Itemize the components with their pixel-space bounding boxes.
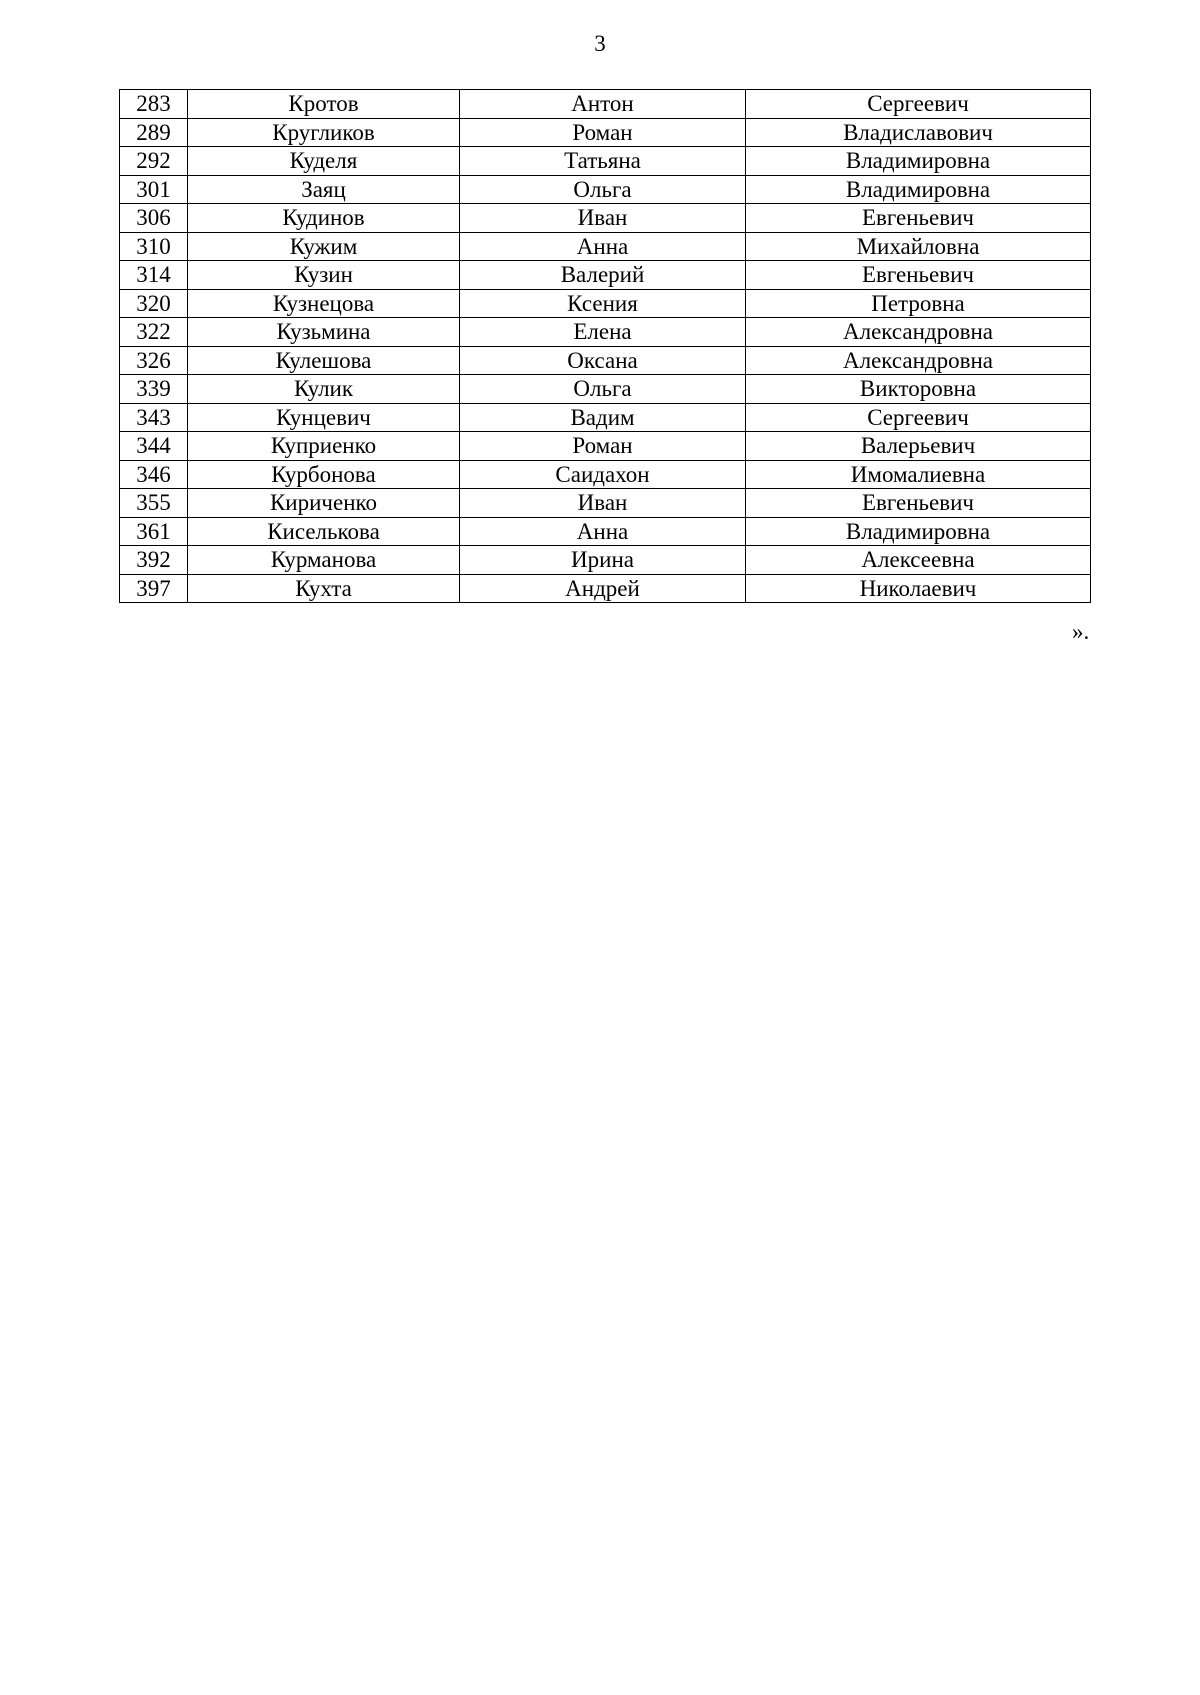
row-number: 361 [120,517,188,546]
patronymic: Александровна [746,346,1091,375]
row-number: 392 [120,546,188,575]
table-row [120,460,1091,489]
table-row [120,175,1091,204]
patronymic: Евгеньевич [746,204,1091,233]
patronymic: Николаевич [746,574,1091,603]
row-number: 343 [120,403,188,432]
table-row [120,546,1091,575]
table-row [120,318,1091,347]
last-name: Кулешова [188,346,460,375]
row-number: 346 [120,460,188,489]
row-number: 326 [120,346,188,375]
table-row [120,517,1091,546]
first-name: Андрей [460,574,746,603]
row-number: 283 [120,90,188,119]
page-number: 3 [594,31,606,56]
first-name: Ольга [460,375,746,404]
first-name: Вадим [460,403,746,432]
first-name: Елена [460,318,746,347]
first-name: Ксения [460,289,746,318]
table-row [120,574,1091,603]
last-name: Кириченко [188,489,460,518]
first-name: Валерий [460,261,746,290]
last-name: Кудинов [188,204,460,233]
first-name: Иван [460,489,746,518]
row-number: 355 [120,489,188,518]
first-name: Иван [460,204,746,233]
first-name: Татьяна [460,147,746,176]
last-name: Кунцевич [188,403,460,432]
row-number: 322 [120,318,188,347]
last-name: Кузин [188,261,460,290]
row-number: 320 [120,289,188,318]
row-number: 306 [120,204,188,233]
patronymic: Имомалиевна [746,460,1091,489]
row-number: 397 [120,574,188,603]
roster-table [119,89,1091,603]
last-name: Кузьмина [188,318,460,347]
table-row [120,204,1091,233]
last-name: Куделя [188,147,460,176]
patronymic: Евгеньевич [746,489,1091,518]
patronymic: Евгеньевич [746,261,1091,290]
row-number: 289 [120,118,188,147]
first-name: Ольга [460,175,746,204]
patronymic: Владиславович [746,118,1091,147]
table-row [120,403,1091,432]
last-name: Кулик [188,375,460,404]
patronymic: Александровна [746,318,1091,347]
last-name: Кузнецова [188,289,460,318]
last-name: Кухта [188,574,460,603]
table-row [120,118,1091,147]
patronymic: Петровна [746,289,1091,318]
first-name: Саидахон [460,460,746,489]
table-row [120,261,1091,290]
last-name: Кужим [188,232,460,261]
patronymic: Валерьевич [746,432,1091,461]
last-name: Заяц [188,175,460,204]
patronymic: Владимировна [746,147,1091,176]
first-name: Роман [460,432,746,461]
patronymic: Сергеевич [746,403,1091,432]
table-row [120,489,1091,518]
patronymic: Владимировна [746,175,1091,204]
table-row [120,346,1091,375]
patronymic: Викторовна [746,375,1091,404]
first-name: Ирина [460,546,746,575]
table-row [120,432,1091,461]
first-name: Оксана [460,346,746,375]
row-number: 310 [120,232,188,261]
row-number: 339 [120,375,188,404]
first-name: Анна [460,517,746,546]
table-row [120,289,1091,318]
table-row [120,147,1091,176]
patronymic: Владимировна [746,517,1091,546]
table-row [120,375,1091,404]
patronymic: Михайловна [746,232,1091,261]
row-number: 301 [120,175,188,204]
last-name: Кругликов [188,118,460,147]
first-name: Антон [460,90,746,119]
row-number: 292 [120,147,188,176]
first-name: Анна [460,232,746,261]
patronymic: Сергеевич [746,90,1091,119]
row-number: 314 [120,261,188,290]
last-name: Курбонова [188,460,460,489]
patronymic: Алексеевна [746,546,1091,575]
table-row [120,90,1091,119]
closing-quote: ». [1072,619,1090,644]
first-name: Роман [460,118,746,147]
row-number: 344 [120,432,188,461]
last-name: Курманова [188,546,460,575]
table-row [120,232,1091,261]
last-name: Кротов [188,90,460,119]
last-name: Куприенко [188,432,460,461]
last-name: Киселькова [188,517,460,546]
